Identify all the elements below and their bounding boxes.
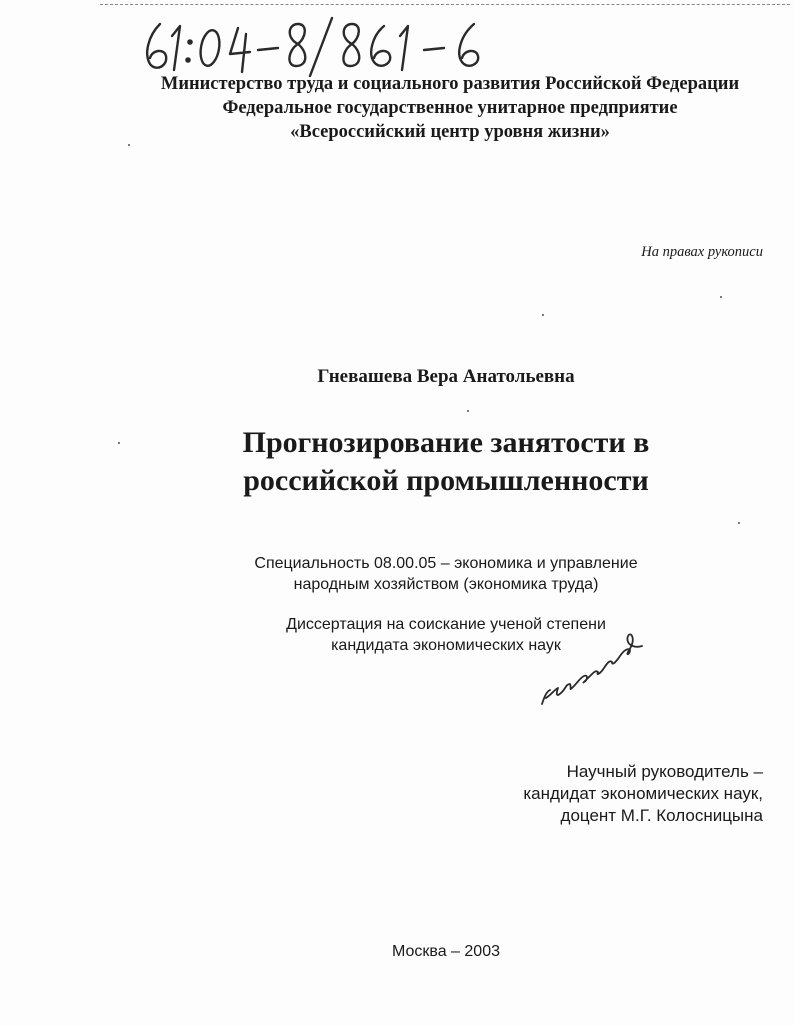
- specialty-line-1: Специальность 08.00.05 – экономика и управление: [254, 555, 638, 572]
- top-border-line: [100, 4, 790, 5]
- specialty-line-2: народным хозяйством (экономика труда): [293, 576, 599, 593]
- author-signature: [532, 628, 652, 712]
- center-name: «Всероссийский центр уровня жизни»: [290, 122, 610, 142]
- dissertation-title: [150, 424, 742, 500]
- handwritten-catalog-number: [138, 14, 498, 80]
- scan-speck: [738, 522, 740, 524]
- scan-speck: [128, 144, 130, 146]
- degree-line-2: кандидата экономических наук: [331, 637, 561, 654]
- supervisor-line-2: кандидат экономических наук,: [523, 784, 763, 803]
- city-year: Москва – 2003: [391, 943, 500, 960]
- organization-header: [100, 72, 795, 144]
- title-line-1: Прогнозирование занятости в: [242, 426, 650, 459]
- scan-speck: [720, 296, 722, 298]
- enterprise-type: Федеральное государственное унитарное предприятие: [222, 98, 678, 118]
- scan-speck: [542, 314, 544, 316]
- supervisor-line-1: Научный руководитель –: [566, 762, 763, 781]
- scientific-supervisor: [523, 761, 763, 827]
- ministry-name: Министерство труда и социального развития Российской Федерации: [160, 74, 740, 94]
- degree-line-1: Диссертация на соискание ученой степени: [286, 616, 606, 633]
- scan-speck: [467, 410, 469, 412]
- specialty-info: [200, 553, 692, 595]
- title-line-2: российской промышленности: [243, 464, 649, 497]
- scan-speck: [118, 442, 120, 444]
- author-name: Гневашева Вера Анатольевна: [317, 366, 575, 387]
- supervisor-line-3: доцент М.Г. Колосницына: [560, 806, 763, 825]
- manuscript-rights-note: На правах рукописи: [641, 244, 763, 260]
